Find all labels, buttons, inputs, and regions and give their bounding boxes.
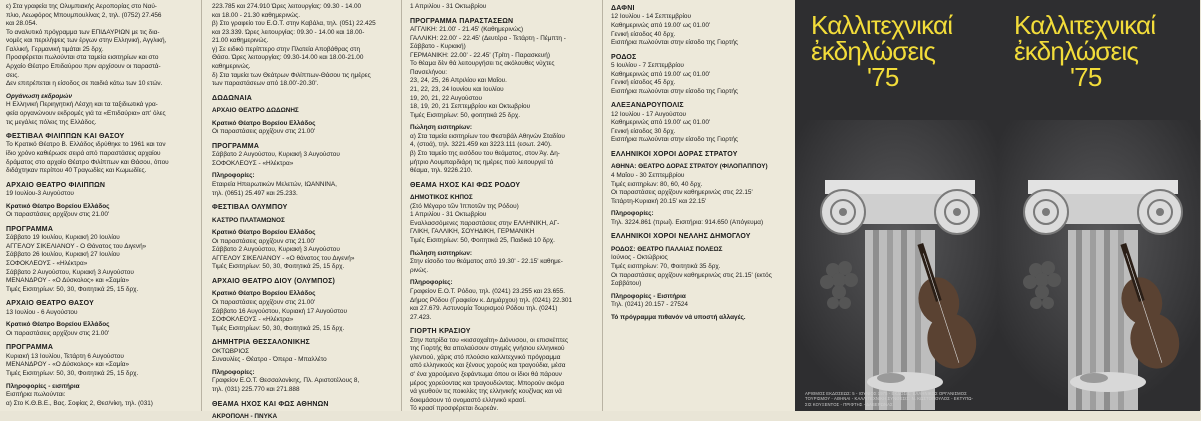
text-line: Το θέαμα δὲν θά λειτουργήσει τις ακόλουθες νύχτες <box>410 60 555 68</box>
dafni-text <box>611 13 787 47</box>
athens-sale-text <box>410 133 594 176</box>
dimitria-heading: ΔΗΜΗΤΡΙΑ ΘΕΣΣΑΛΟΝΙΚΗΣ <box>212 339 310 347</box>
text-line: Εισιτήρια πωλούνται: <box>6 391 66 399</box>
text-line: Σάββατο 2 Αυγούστου, Κυριακή 3 Αυγούστου <box>212 151 340 159</box>
text-line: Τιμές Εισιτηρίων: 50, 30, Φοιτητικά 25, 15 δρχ. <box>212 263 345 271</box>
text-line: 12 Ιουλίου - 17 Αυγούστου <box>611 110 687 118</box>
nelly-info-heading: Πληροφορίες - Εισιτήρια <box>611 292 686 300</box>
text-line: δράματος στο αρχαίο Θέατρο Φιλίππων και Θάσου, όπου <box>6 158 169 166</box>
text-line: Γαλλική, Γερμανική τιμάται 25 δρχ. <box>6 45 104 53</box>
text-line: β) Στο γραφείο του Ε.Ο.Τ. στην Καβάλα, τηλ. (051) 22.425 <box>212 20 376 28</box>
rhodes-info-heading: Πληροφορίες: <box>410 279 453 287</box>
dimitria-info <box>212 377 390 394</box>
text-line: Δήμος Ρόδου (Γραφείον κ. Δημάρχου) τηλ. (0241) 22.301 <box>410 296 573 304</box>
text-line: Σάββατο 16 Αυγούστου, Κυριακή 17 Αυγούστου <box>212 307 347 315</box>
text-line: ΣΟΦΟΚΛΕΟΥΣ - «Ηλέκτρα» <box>212 316 294 324</box>
text-line: α) Στα ταμεία εισιτηρίων του Φεστιβάλ Αθηνών Σταδίου <box>410 132 565 140</box>
panel-3 <box>404 0 600 411</box>
text-line: ΑΡΙΘΜΟΣ ΕΚΔΟΣΕΩΣ: 5 - ΙΟΥΝΙΟΣ 1975 - ΕΚΔΟΣΙΣ: ΕΛΛΗΝΙΚΟΣ ΟΡΓΑΝΙΣΜΟΣ <box>805 390 967 396</box>
colophon <box>805 391 990 407</box>
text-line: 21.00 καθημερινώς. <box>212 37 269 45</box>
thasos-program <box>6 353 192 379</box>
panel-2 <box>206 0 396 420</box>
text-line: νά γευθούν τις ποικιλίες της ελληνικής κουζίνας και νά <box>410 388 562 396</box>
nelly-dimoglou-venue: ΡΟΔΟΣ: ΘΕΑΤΡΟ ΠΑΛΑΙΑΣ ΠΟΛΕΩΣ <box>611 245 723 253</box>
text-line: ΣΟΦΟΚΛΕΟΥΣ - «Ηλέκτρα» <box>212 159 294 167</box>
text-line: Εισιτήρια πωλούνται στην είσοδο της Γιορτής <box>611 136 739 144</box>
text-line: 21, 22, 23, 24 Ιουνίου και Ιουλίου <box>410 86 504 93</box>
text-line: Γραφείον Ε.Ο.Τ. Ρόδου, τηλ. (0241) 23.255 και 23.655. <box>410 287 566 295</box>
text-line: Στην πατρίδα του «κισσοχαίτη» Διόνυσου, οι επισκέπτες <box>410 336 569 344</box>
dion-company: Κρατικό Θέατρο Βορείου Ελλάδος <box>212 290 316 298</box>
text-line: Εναλλασσόμενες παραστάσεις στην ΕΛΛΗΝΙΚΗ, ΑΓ- <box>410 219 560 227</box>
dodoni-theatre-heading: ΑΡΧΑΙΟ ΘΕΑΤΡΟ ΔΩΔΩΝΗΣ <box>212 107 299 115</box>
text-line: πλιο, Λεωφόρος Μπουμπουλίνας 2, τηλ. (0752) 27.456 <box>6 11 162 19</box>
rhodes-info <box>410 288 594 322</box>
text-line: Εισιτήρια πωλούνται στην είσοδο της Γιορτής <box>611 87 739 95</box>
text-line: δ) Στα ταμεία των Θεάτρων Φιλίππων-Θάσου τις ημέρες <box>212 71 371 79</box>
ticket-outlets-text <box>212 3 390 89</box>
philippi-festival-text <box>6 141 192 175</box>
text-line: ΓΑΛΛΙΚΗ: 22.00' - 22.45' (Δευτέρα - Τετάρτη - Πέμπτη - <box>410 34 566 42</box>
text-line: Η Ελληνική Περιηγητική Λέσχη και τα ταξιδιωτικά γρα- <box>6 101 158 109</box>
ionic-capital-violin-illustration <box>795 120 998 410</box>
cover-title-line1: Καλλιτεχνικαί <box>811 10 953 40</box>
tickets-text <box>6 391 192 408</box>
text-line: της Γιορτής θα απολαύσουν στιγμές γνήσιου ελληνικού <box>410 345 565 353</box>
dafni-heading: ΔΑΦΝΙ <box>611 5 635 12</box>
thasos-program-heading: ΠΡΟΓΡΑΜΜΑ <box>6 344 54 352</box>
thasos-dates: 13 Ιουλίου - 6 Αυγούστου <box>6 308 78 316</box>
text-line: τηλ. (0651) 25.497 και 25.233. <box>212 189 298 197</box>
text-line: σεις. <box>6 71 20 79</box>
text-line: γ) Σε ειδικό περίπτερο στην Πλατεία Αποβάθρας στη <box>212 45 361 53</box>
wine-festival-heading: ΓΙΟΡΤΗ ΚΡΑΣΙΟΥ <box>410 328 471 336</box>
platamonas-start: Οι παραστάσεις αρχίζουν στις 21.00' <box>212 237 316 245</box>
text-line: ΣΙΣ ΚΟΥΞΕΝΤΟΣ - ΠΡΙΦΤΗΣ - ΔΑΒΕΡΩΝΑΣ <box>805 401 893 407</box>
fold-line <box>401 0 402 411</box>
text-line: Τιμές εισιτηρίων: 70, Φοιτητικά 35 δρχ. <box>611 263 721 271</box>
text-line: των παραστάσεων από 18.00'-20.30'. <box>212 80 319 88</box>
text-line: Γενική είσοδος 40 δρχ. <box>611 30 676 38</box>
nelly-info: Τηλ. (0241) 20.157 - 27524 <box>611 301 688 309</box>
text-line: Σάββατο 19 Ιουλίου, Κυριακή 20 Ιουλίου <box>6 234 120 242</box>
platamonas-company: Κρατικό Θέατρο Βορείου Ελλάδος <box>212 229 316 237</box>
text-line: ΜΕΝΑΝΔΡΟΥ - «Ο Δύσκολος» και «Σαμία» <box>6 277 130 285</box>
text-line: ΤΟΥΡΙΣΜΟΥ - ΑΘΗΝΑΙ - ΚΑΛΛΙΤΕΧΝΙΚΗ ΣΥΝΘΕΣΙΣ: Ν. ΚΩΣΤΟΠΟΥΛΟΣ - ΕΚΤΥΠΩ- <box>805 396 974 402</box>
philippi-program <box>6 234 192 294</box>
text-line: ΓΕΡΜΑΝΙΚΗ: 22.00' - 22.45' (Τρίτη - Παρασκευή) <box>410 51 550 59</box>
text-line: 18, 19, 20, 21 Σεπτεμβρίου και Οκτωβρίου <box>410 103 531 111</box>
dodoni-info <box>212 181 390 198</box>
text-line: Θάσο. Ώρες λειτουργίας: 09.30-14.00 και 18.00-21.00 <box>212 54 364 62</box>
text-line: ΓΛΙΚΗ, ΓΑΛΛΙΚΗ, ΣΟΥΗΔΙΚΗ, ΓΕΡΜΑΝΙΚΗ <box>410 228 535 236</box>
text-line: Σάββατο 2 Αυγούστου, Κυριακή 3 Αυγούστου <box>6 268 134 276</box>
wine-festival-text <box>410 337 594 414</box>
text-line: Γραφείον Ε.Ο.Τ. Θεσσαλονίκης, Πλ. Αριστοτέλους 8, <box>212 377 360 385</box>
text-line: ΑΓΓΛΙΚΗ: 21.00' - 21.45' (Καθημερινώς) <box>410 25 524 33</box>
text-line: Γενική είσοδος 30 δρχ. <box>611 127 676 135</box>
rodos-text <box>611 62 787 96</box>
alexandroupolis-text <box>611 111 787 145</box>
text-line: Σάββατο 26 Ιουλίου, Κυριακή 27 Ιουλίου <box>6 251 120 259</box>
athens-sale-heading: Πώληση εισιτηρίων: <box>410 124 473 132</box>
text-line: τηλ. (031) 225.770 και 271.888 <box>212 385 300 393</box>
rhodes-sale-heading: Πώληση εισιτηρίων: <box>410 249 473 257</box>
philippi-theatre-heading: ΑΡΧΑΙΟ ΘΕΑΤΡΟ ΦΙΛΙΠΠΩΝ <box>6 181 106 189</box>
text-line: Τετάρτη-Κυριακή 20.15' και 22.15' <box>611 197 707 205</box>
philippi-company: Κρατικό Θέατρο Βορείου Ελλάδος <box>6 202 110 210</box>
text-line: 5 Ιουλίου - 7 Σεπτεμβρίου <box>611 62 684 70</box>
text-line: και 18.00 - 21.30 καθημερινώς. <box>212 11 300 19</box>
text-line: Προσφέρεται πωλούνται στα ταμεία εισιτηρίων και στο <box>6 54 159 62</box>
platamonas-heading: ΚΑΣΤΡΟ ΠΛΑΤΑΜΩΝΟΣ <box>212 216 285 224</box>
alexandroupolis-heading: ΑΛΕΞΑΝΔΡΟΥΠΟΛΙΣ <box>611 102 684 110</box>
text-line: Τιμές Εισιτηρίων: 50, 30, Φοιτητικά 25, 15 δρχ. <box>6 285 139 293</box>
text-line: 19, 20, 21, 22 Αυγούστου <box>410 94 482 102</box>
dion-start: Οι παραστάσεις αρχίζουν στις 21.00' <box>212 298 316 306</box>
fold-line <box>602 0 603 411</box>
text-line: και 23.339. Ώρες λειτουργίας: 09.30 - 14.00 και 18.00- <box>212 28 365 36</box>
text-line: Τιμές Εισιτηρίων: 50, 30, Φοιτητικά 25, 15 δρχ. <box>6 369 139 377</box>
text-line: Καθημερινώς από 19.00' ως 01.00' <box>611 21 711 29</box>
cover-panel-right <box>998 0 1200 411</box>
rhodes-text <box>410 203 594 246</box>
platamonas-program <box>212 246 390 272</box>
text-line: 23, 24, 25, 26 Απριλίου και Μαΐου. <box>410 77 507 85</box>
text-line: Πανσελήνου: <box>410 68 448 76</box>
thasos-company: Κρατικό Θέατρο Βορείου Ελλάδος <box>6 321 110 329</box>
text-line: β) Στο ταμείο της εισόδου του θεάματος, στον Άγ. Δη- <box>410 150 560 158</box>
athens-venue: ΑΚΡΟΠΟΛΗ - ΠΝΥΚΑ <box>212 412 278 420</box>
intro-text <box>6 3 192 89</box>
text-line: Τιμές Εισιτηρίων: 50, φοιτητικά 25 δρχ. <box>410 111 520 119</box>
text-line: Κυριακή 13 Ιουλίου, Τετάρτη 6 Αυγούστου <box>6 352 124 360</box>
text-line: ΣΟΦΟΚΛΕΟΥΣ - «Ηλέκτρα» <box>6 260 88 267</box>
text-line: 4 Μαΐου - 30 Σεπτεμβρίου <box>611 172 685 180</box>
text-line: ε) Στα γραφεία της Ολυμπιακής Αεροπορίας στο Ναύ- <box>6 3 157 10</box>
dimitria-text <box>212 348 390 365</box>
text-line: Σάββατο - Κυριακή) <box>410 43 466 51</box>
dodoni-company: Κρατικό Θέατρο Βορείου Ελλάδος <box>212 119 316 127</box>
text-line: Εταιρεία Ηπειρωτικών Μελετών, ΙΩΑΝΝΙΝΑ, <box>212 181 337 188</box>
text-line: Στην είσοδο του θεάματος από 19.30' - 22.15' καθημε- <box>410 258 563 266</box>
panel-4 <box>605 0 793 411</box>
dora-stratou-venue: ΑΘΗΝΑ: ΘΕΑΤΡΟ ΔΟΡΑΣ ΣΤΡΑΤΟΥ (ΦΙΛΟΠΑΠΠΟΥ) <box>611 163 768 171</box>
performances-text <box>410 26 594 120</box>
text-line: Οι παραστάσεις αρχίζουν καθημερινώς στις 21.15' (εκτός <box>611 271 772 279</box>
philippi-program-heading: ΠΡΟΓΡΑΜΜΑ <box>6 225 54 233</box>
athens-dates: 1 Απριλίου - 31 Οκτωβρίου <box>410 3 487 10</box>
dora-info: Τηλ. 3224.861 (πρωί). Εισιτήρια: 914.650 (Απόγευμα) <box>611 218 764 226</box>
dora-stratou-heading: ΕΛΛΗΝΙΚΟΙ ΧΟΡΟΙ ΔΟΡΑΣ ΣΤΡΑΤΟΥ <box>611 151 738 159</box>
text-line: φεία οργανώνουν εκδρομές γιά τα «Επιδαύρια» απ' όλες <box>6 109 166 117</box>
cover-title-line2: ἐκδηλώσεις <box>1014 36 1139 66</box>
dion-program <box>212 308 390 334</box>
text-line: ρινώς. <box>410 266 429 274</box>
philippi-dates: 19 Ιουλίου-3 Αυγούστου <box>6 190 74 198</box>
dodoni-program-heading: ΠΡΟΓΡΑΜΜΑ <box>212 142 260 150</box>
text-line: 12 Ιουλίου - 14 Σεπτεμβρίου <box>611 13 691 21</box>
text-line: μέρος χορεύοντας και τραγουδώντας. Μπορούν ακόμα <box>410 379 565 387</box>
text-line: Καθημερινώς από 19.00' ως 01.00' <box>611 70 711 78</box>
text-line: Εισιτήρια πωλούνται στην είσοδο της Γιορτής <box>611 39 739 47</box>
text-line: ΑΓΓΕΛΟΥ ΣΙΚΕΛΙΑΝΟΥ - Ο Θάνατος του Διγενή» <box>6 242 147 250</box>
rodos-heading: ΡΟΔΟΣ <box>611 53 637 61</box>
text-line: μήτριο Λουμπαρδιάρη τις ημέρες πού λειτουργεί τό <box>410 158 554 166</box>
dora-info-heading: Πληροφορίες: <box>611 210 654 218</box>
dimitria-info-heading: Πληροφορίες: <box>212 368 255 376</box>
rhodes-venue: ΔΗΜΟΤΙΚΟΣ ΚΗΠΟΣ <box>410 194 473 202</box>
text-line: Δεν επιτρέπεται η είσοδος σε παιδιά κάτω των 10 ετών. <box>6 80 163 88</box>
dodoni-program <box>212 151 390 168</box>
text-line: Τιμές Εισιτηρίων: 50, 30, Φοιτητικά 25, 15 δρχ. <box>212 324 345 332</box>
panel-1 <box>0 0 198 411</box>
text-line: ΑΓΓΕΛΟΥ ΣΙΚΕΛΙΑΝΟΥ - «Ο θάνατος του Διγενή» <box>212 254 355 262</box>
text-line: από ελληνικούς και ξένους χορούς και τραγούδια, μέσα <box>410 362 566 370</box>
cover-title <box>811 12 952 90</box>
text-line: 1 Απριλίου - 31 Οκτωβρίου <box>410 211 487 219</box>
olympus-festival-heading: ΦΕΣΤΙΒΑΛ ΟΛΥΜΠΟΥ <box>212 204 288 212</box>
cover-title <box>1014 12 1155 90</box>
text-line: Τιμές Εισιτηρίων: 50, Φοιτητικά 25, Παιδικά 10 δρχ. <box>410 237 555 245</box>
cover-title-year: '75 <box>867 62 899 92</box>
text-line: ίδιο χρόνο καθιέρωσε σειρά από παραστάσεις αρχαίου <box>6 150 161 158</box>
text-line: θέαμα, τηλ. 9226.210. <box>410 167 473 175</box>
nelly-dimoglou-text <box>611 254 787 288</box>
text-line: 27.423. <box>410 313 432 321</box>
rhodes-sound-light-heading: ΘΕΑΜΑ ΗΧΟΣ ΚΑΙ ΦΩΣ ΡΟΔΟΥ <box>410 181 521 189</box>
rhodes-sale-text <box>410 258 594 275</box>
text-line: ΟΚΤΩΒΡΙΟΣ <box>212 347 250 355</box>
thasos-start: Οι παραστάσεις αρχίζουν στις 21.00' <box>6 329 110 337</box>
text-line: γλεντιού, χάρις στό πλούσιο καλλιτεχνικό πρόγραμμα <box>410 353 561 361</box>
text-line: Οι παραστάσεις αρχίζουν καθημερινώς στις 22.15' <box>611 189 753 197</box>
program-change-note: Τό πρόγραμμα πιθανόν νά υποστή αλλαγές. <box>611 313 746 321</box>
text-line: Σάββατο 2 Αυγούστου, Κυριακή 3 Αυγούστου <box>212 246 340 254</box>
text-line: Καθημερινώς από 19.00' ως 01.00' <box>611 119 711 127</box>
philippi-start: Οι παραστάσεις αρχίζουν στις 21.00' <box>6 211 110 219</box>
text-line: Το αναλυτικό πρόγραμμα των ΕΠΙΔΑΥΡΙΩΝ με τις δια- <box>6 28 160 36</box>
text-line: Αρχαίο Θέατρο Επιδαύρου πριν αρχίσουν οι παραστά- <box>6 63 161 71</box>
thasos-theatre-heading: ΑΡΧΑΙΟ ΘΕΑΤΡΟ ΘΑΣΟΥ <box>6 300 94 308</box>
text-line: καθημερινώς. <box>212 63 251 71</box>
text-line: 223.785 και 274.910 Ώρες λειτουργίας: 09.30 - 14.00 <box>212 3 362 10</box>
performances-heading: ΠΡΟΓΡΑΜΜΑ ΠΑΡΑΣΤΑΣΕΩΝ <box>410 17 514 25</box>
cover-panel-left <box>795 0 998 411</box>
text-line: τις μεγάλες πόλεις της Ελλάδος. <box>6 118 97 126</box>
text-line: Γενική είσοδος 45 δρχ. <box>611 79 676 87</box>
fold-line <box>201 0 202 411</box>
nelly-dimoglou-heading: ΕΛΛΗΝΙΚΟΙ ΧΟΡΟΙ ΝΕΛΛΗΣ ΔΗΜΟΓΛΟΥ <box>611 233 751 241</box>
text-line: Τό κρασί προσφέρεται δωρεάν. <box>410 405 499 413</box>
tickets-heading: Πληροφορίες - εισιτήρια <box>6 382 80 390</box>
dodonaia-heading: ΔΩΔΩΝΑΙΑ <box>212 94 252 102</box>
text-line: α) Στο Κ.Θ.Β.Ε., Βας. Σοφίας 2, Θεσ/νίκη, τηλ. (031) <box>6 399 153 407</box>
philippi-festival-heading: ΦΕΣΤΙΒΑΛ ΦΙΛΙΠΠΩΝ ΚΑΙ ΘΑΣΟΥ <box>6 133 125 141</box>
dion-theatre-heading: ΑΡΧΑΙΟ ΘΕΑΤΡΟ ΔΙΟΥ (ΟΛΥΜΠΟΣ) <box>212 278 336 285</box>
cover-title-line2: ἐκδηλώσεις <box>811 36 936 66</box>
cover-title-line1: Καλλιτεχνικαί <box>1014 10 1156 40</box>
text-line: δοκιμάσουν τό ονομαστό ελληνικό κρασί. <box>410 396 526 404</box>
text-line: και 28.054. <box>6 20 38 28</box>
dodoni-info-heading: Πληροφορίες: <box>212 172 255 180</box>
text-line: Το Κρατικό Θέατρο Β. Ελλάδος ιδρύθηκε το 1961 και τον <box>6 141 166 149</box>
text-line: διδάχτηκαν περίπου 40 Τραγωδίες και Κωμωδίες. <box>6 167 147 175</box>
text-line: ΜΕΝΑΝΔΡΟΥ - «Ο Δύσκολος» και «Σαμία» <box>6 361 130 369</box>
dora-stratou-text <box>611 172 787 206</box>
text-line: (Στό Μέγαρο τῶν Ἱπποτῶν της Ρόδου) <box>410 202 519 210</box>
dodoni-start: Οι παραστάσεις αρχίζουν στις 21.00' <box>212 128 316 136</box>
text-line: Συναυλίες - Θέατρο - Όπερα - Μπαλλέτο <box>212 356 327 364</box>
cover-title-year: '75 <box>1070 62 1102 92</box>
text-line: 4, (στοά), τηλ. 3221.459 και 3223.111 (εσωτ. 240). <box>410 141 552 149</box>
ionic-capital-violin-illustration <box>998 120 1201 410</box>
text-line: νομές και περιλήψεις των έργων στην Ελληνική, Αγγλική, <box>6 37 167 45</box>
text-line: Τιμές εισιτηρίων: 80, 60, 40 δρχ. <box>611 180 703 188</box>
text-line: Ιούνιος - Οκτώβριος <box>611 254 668 262</box>
tours-text <box>6 101 192 127</box>
text-line: σ' ένα χαρούμενο ξεφάντωμα όπου οι ίδιοι θά πάρουν <box>410 370 562 378</box>
tours-heading: Οργάνωση εκδρομών <box>6 92 73 100</box>
athens-sound-light-heading: ΘΕΑΜΑ ΗΧΟΣ ΚΑΙ ΦΩΣ ΑΘΗΝΩΝ <box>212 400 329 408</box>
text-line: Σαββάτου) <box>611 280 642 288</box>
text-line: και 27.679. Αστυνομία Τουρισμού Ρόδου τηλ. (0241) <box>410 305 558 313</box>
